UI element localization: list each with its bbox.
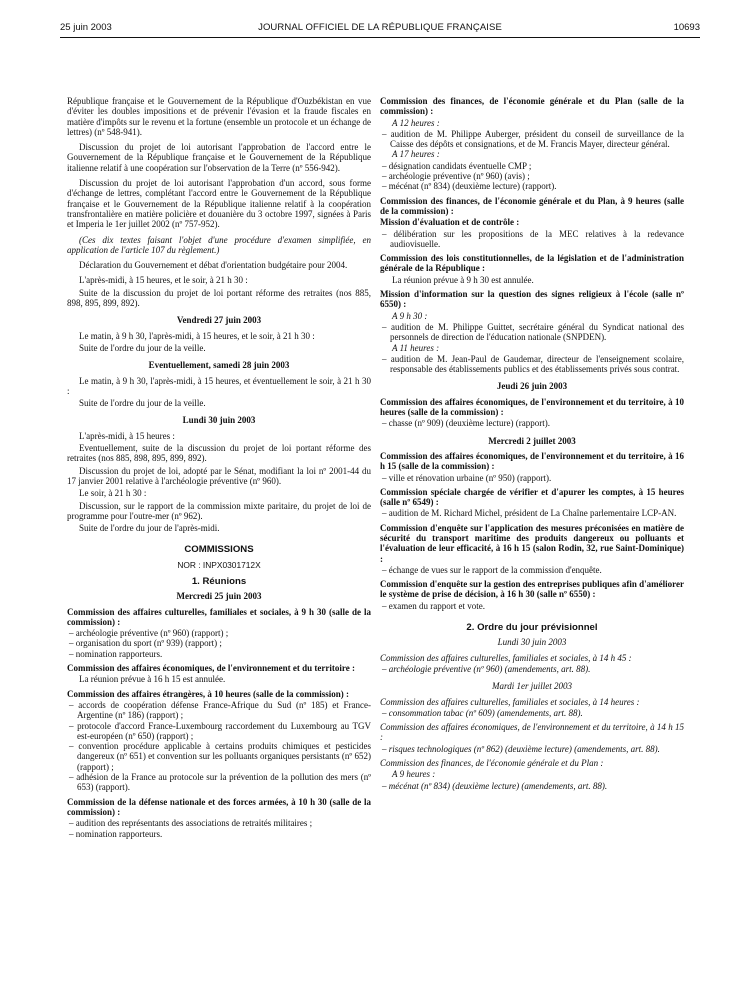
paragraph: Le matin, à 9 h 30, l'après-midi, à 15 heures, et le soir, à 21 h 30 : [79,330,315,341]
paragraph: Discussion du projet de loi autorisant l'approbation d'un accord, sous forme d'échange de lettres, complétant l'accord entre le Gouvernement de la République française et le Gouvernement de la République italienne relatif à la coopération transfrontalière en matière policière et douanière du 3 octobre 1997, signées à Paris et Imperia le 1er juillet 2002 (nº 757-952). [67,178,371,230]
list-item: – chasse (nº 909) (deuxième lecture) (rapport). [382,418,550,429]
page-number: 10693 [673,22,700,33]
day-heading: Mardi 1er juillet 2003 [492,681,572,692]
paragraph: Discussion du projet de loi, adopté par le Sénat, modifiant la loi nº 2001-44 du 17 janvier 2001 relative à l'archéologie préventive (nº 960). [67,465,371,486]
list-item: – nomination rapporteurs. [69,828,163,839]
list-item: – désignation candidats éventuelle CMP ; [382,160,532,171]
commission-heading: Commission des finances, de l'économie générale et du Plan : [380,758,604,769]
section-subtitle: 2. Ordre du jour prévisionnel [466,622,598,634]
commission-heading: Commission des lois constitutionnelles, de la législation et de l'administration générale de la République : [380,253,684,274]
list-item: – mécénat (nº 834) (deuxième lecture) (amendements, art. 88). [382,780,608,791]
commission-heading: Commission des affaires culturelles, familiales et sociales, à 14 h 45 : [380,652,632,663]
day-heading: Mercredi 25 juin 2003 [176,591,262,602]
list-item: – archéologie préventive (nº 960) (rapport) ; [69,628,229,639]
list-item: – convention procédure applicable à certains produits chimiques et pesticides dangereux (nº 651) et convention sur les polluants organiques persistants (nº 652) (rapport) ; [69,741,372,772]
mission-subheading: Mission d'évaluation et de contrôle : [380,217,520,228]
paragraph: Eventuellement, suite de la discussion du projet de loi portant réforme des retraites (nos 885, 898, 895, 899, 892). [67,443,371,464]
list-item: – consommation tabac (nº 609) (amendements, art. 88). [382,707,583,718]
list-item: – accords de coopération défense France-Afrique du Sud (nº 185) et France-Argentine (nº 186) (rapport) ; [69,699,372,721]
section-subtitle: 1. Réunions [191,575,247,587]
commission-heading: Commission d'enquête sur l'application des mesures préconisées en matière de sécurité du transport maritime des produits dangereux ou polluants et l'évaluation de leur efficacité, à 16 h 15 (salon Rodin, 32, rue Saint-Dominique) : [380,522,684,564]
paragraph: Discussion, sur le rapport de la commission mixte paritaire, du projet de loi de programme pour l'outre-mer (nº 962). [67,500,371,521]
paragraph-note: (Ces dix textes faisant l'objet d'une procédure d'examen simplifiée, en application de l'article 107 du règlement.) [67,234,371,255]
list-item: – archéologie préventive (nº 960) (amendements, art. 88). [382,663,591,674]
list-item: – nomination rapporteurs. [69,648,163,659]
commission-heading: Mission d'information sur la question des signes religieux à l'école (salle nº 6550) : [380,289,684,310]
header-rule [60,37,700,38]
commission-heading: Commission des affaires économiques, de l'environnement et du territoire, à 14 h 15 : [380,722,684,743]
header-date: 25 juin 2003 [60,22,112,33]
paragraph: Le matin, à 9 h 30, l'après-midi, à 15 heures, et éventuellement le soir, à 21 h 30 : [67,375,371,396]
day-heading: Eventuellement, samedi 28 juin 2003 [148,360,290,371]
commission-heading: Commission d'enquête sur la gestion des entreprises publiques afin d'améliorer le système de prise de décision, à 16 h 30 (salle nº 6550) : [380,579,684,600]
list-item: – audition de M. Philippe Auberger, président du conseil de surveillance de la Caisse des dépôts et consignations, et de M. Francis Mayer, directeur général. [382,128,685,150]
commission-heading: Commission des finances, de l'économie générale et du Plan, à 9 heures (salle de la commission) : [380,195,684,216]
journal-title: JOURNAL OFFICIEL DE LA RÉPUBLIQUE FRANÇAISE [258,22,502,33]
list-item: – audition de M. Philippe Guittet, secrétaire général du Syndicat national des personnels de direction de l'éducation nationale (SNPDEN). [382,321,684,343]
list-item: – mécénat (nº 834) (deuxième lecture) (rapport). [382,181,557,192]
commission-heading: Commission des finances, de l'économie générale et du Plan (salle de la commission) : [380,96,684,117]
day-heading: Mercredi 2 juillet 2003 [488,435,576,446]
list-item: – échange de vues sur le rapport de la commission d'enquête. [382,564,602,575]
commission-heading: Commission des affaires étrangères, à 10 heures (salle de la commission) : [67,688,349,699]
nor-reference: NOR : INPX0301712X [177,559,261,570]
list-item: – adhésion de la France au protocole sur la prévention de la pollution des mers (nº 653) (rapport). [69,772,372,793]
list-item: – examen du rapport et vote. [382,600,485,611]
list-item: – organisation du sport (nº 939) (rapport) ; [69,638,222,649]
list-item: – risques technologiques (nº 862) (deuxième lecture) (amendements, art. 88). [382,743,660,754]
list-item: – audition de M. Richard Michel, président de La Chaîne parlementaire LCP-AN. [382,508,677,519]
day-heading: Vendredi 27 juin 2003 [176,315,262,326]
list-item: – ville et rénovation urbaine (nº 950) (rapport). [382,472,552,483]
commission-heading: Commission des affaires économiques, de l'environnement et du territoire, à 16 h 15 (salle de la commission) : [380,450,684,472]
time-label: A 11 heures : [392,342,440,353]
section-title: COMMISSIONS [184,544,254,556]
commission-heading: Commission des affaires culturelles, familiales et sociales, à 14 heures : [380,696,640,707]
list-item: – délibération sur les propositions de la MEC relatives à la redevance audiovisuelle. [382,228,685,249]
page-header [60,22,700,36]
paragraph: La réunion prévue à 16 h 15 est annulée. [79,674,226,685]
list-item: – protocole d'accord France-Luxembourg raccordement du Luxembourg au TGV est-européen (nº 650) (rapport) ; [69,720,371,741]
commission-heading: Commission de la défense nationale et des forces armées, à 10 h 30 (salle de la commission) : [67,796,371,817]
paragraph: Discussion du projet de loi autorisant l'approbation de l'accord entre le Gouvernement de la République française et le Gouvernement de la République italienne relatif à une coopération sur l'observation de la Terre (nº 556-942). [67,142,371,173]
time-label: A 9 h 30 : [392,310,428,321]
paragraph: L'après-midi, à 15 heures : [79,430,175,441]
paragraph: Déclaration du Gouvernement et débat d'orientation budgétaire pour 2004. [79,260,348,271]
time-label: A 17 heures : [392,149,440,160]
list-item: – audition des représentants des associations de retraités militaires ; [69,818,313,829]
paragraph: Le soir, à 21 h 30 : [79,488,147,499]
paragraph: Suite de l'ordre du jour de la veille. [79,398,206,409]
paragraph: Suite de la discussion du projet de loi portant réforme des retraites (nos 885, 898, 895, 899, 892). [67,287,371,309]
left-column [67,96,371,839]
time-label: A 12 heures : [392,117,440,128]
day-heading: Lundi 30 juin 2003 [497,637,567,648]
commission-heading: Commission spéciale chargée de vérifier et d'apurer les comptes, à 15 heures (salle nº 6549) : [380,486,684,508]
paragraph: La réunion prévue à 9 h 30 est annulée. [392,274,534,285]
commission-heading: Commission des affaires culturelles, familiales et sociales, à 9 h 30 (salle de la commission) : [67,606,371,627]
right-column [380,96,684,791]
list-item: – archéologie préventive (nº 960) (avis) ; [382,171,530,182]
day-heading: Jeudi 26 juin 2003 [496,381,568,392]
paragraph: L'après-midi, à 15 heures, et le soir, à 21 h 30 : [79,275,248,286]
commission-heading: Commission des affaires économiques, de l'environnement et du territoire : [67,663,355,674]
paragraph: Suite de l'ordre du jour de l'après-midi. [79,523,220,534]
day-heading: Lundi 30 juin 2003 [182,415,256,426]
paragraph: Suite de l'ordre du jour de la veille. [79,342,206,353]
commission-heading: Commission des affaires économiques, de l'environnement et du territoire, à 10 heures (salle de la commission) : [380,396,684,418]
list-item: – audition de M. Jean-Paul de Gaudemar, directeur de l'enseignement scolaire, responsable des établissements publics et des établissements privés sous contrat. [382,353,684,375]
paragraph: République française et le Gouvernement de la République d'Ouzbékistan en vue d'éviter les doubles impositions et de prévenir l'évasion et la fraude fiscales en matière d'impôts sur le revenu et la fortune (ensemble un protocole et un échange de lettres) (nº 548-941). [67,96,371,137]
time-label: A 9 heures : [392,769,436,780]
